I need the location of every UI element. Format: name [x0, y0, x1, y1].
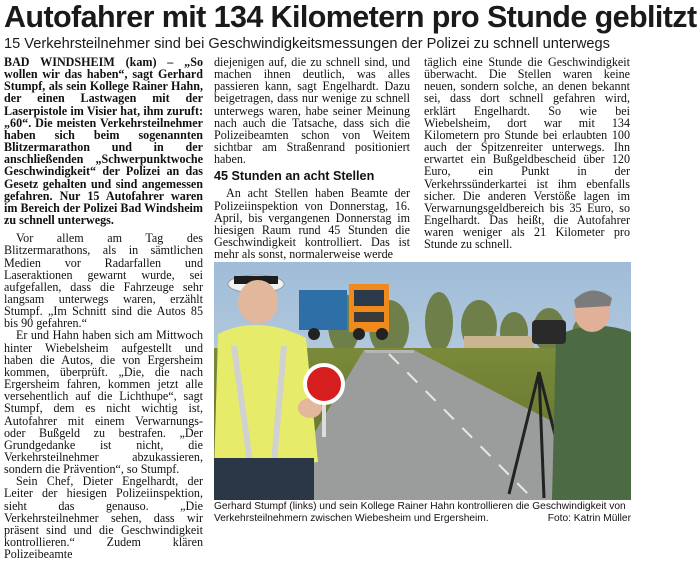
- police-speed-check-photo: [214, 262, 631, 500]
- photo-credit: Foto: Katrin Müller: [547, 512, 631, 524]
- caption-text: Gerhard Stumpf (links) und sein Kollege Rainer Hahn kontrollieren die Geschwindigkeit von Verkehrsteilnehmern zwischen Wiebesheim und Ergersheim.: [214, 501, 626, 524]
- article-photo: [214, 262, 631, 500]
- body-paragraph: Sein Chef, Dieter Engelhardt, der Leiter der hiesigen Polizeiinspektion, sieht das genauso. „Die Verkehrsteilnehmer sehen, dass wir präsent sind und die Geschwindigkeit kontrollieren.“ Zudem klären Polizeibeamte: [4, 474, 203, 561]
- body-paragraph: Vor allem am Tag des Blitzermarathons, als in sämtlichen Medien vor Radarfallen und Laseraktionen gewarnt wurde, sei aufgefallen, dass die Fahrzeuge sehr langsam unterwegs waren, erzählt Stumpf. „Im Schnitt sind die Autos 85 bis 90 gefahren.“: [4, 231, 203, 331]
- headline: Autofahrer mit 134 Kilometern pro Stunde geblitzt: [4, 0, 697, 34]
- body-paragraph-continued: täglich eine Stunde die Geschwindigkeit überwacht. Die Stellen waren keine neuen, sondern solche, an denen bekannt sei, dass dort schnell gefahren wird, erklärt Engelhardt. So wie bei Wiebelsheim, dort war mit 134 Kilometern pro Stunde bei erlaubten 100 auch der Spitzenreiter unterwegs. Ihn erwartet ein Bußgeldbescheid über 120 Euro, ein Punkt in der Verkehrssünderkartei ist ihm ebenfalls sicher. Die anderen Verstöße lagen im Verwarnungsgeldbereich bis 35 Euro, so Engelhardt. Das heißt, die Autofahrer waren weniger als 21 Kilometer pro Stunde zu schnell.: [424, 55, 630, 252]
- article-column-2: [214, 56, 410, 261]
- laser-gun-icon: [532, 320, 566, 344]
- lead-paragraph: BAD WINDSHEIM (kam) – „So wollen wir das haben“, sagt Gerhard Stumpf, als sein Kollege Rainer Hahn, der einen Lastwagen mit der Laserpistole im Visier hat, ihm zuruft: „60“. Die meisten Verkehrsteilnehmer haben sich beim sogenannten Blitzermarathon und in der anschließenden „Schwerpunktwoche Geschwindigkeit“ der Polizei an das Gesetz gehalten und sind angemessen gefahren. Nur 15 Autofahrer waren im Bereich der Polizei Bad Windsheim zu schnell unterwegs.: [4, 55, 203, 228]
- body-paragraph: diejenigen auf, die zu schnell sind, und machen ihnen deutlich, was alles passieren kann, sagt Engelhardt. Dazu beigetragen, dass nur wenige zu schnell unterwegs waren, habe seiner Meinung nach auch die Tatsache, dass sich die Polizeibeamten schon von Weitem sichtbar am Straßenrand positioniert haben.: [214, 55, 410, 167]
- body-paragraph: An acht Stellen haben Beamte der Polizeiinspektion von Donnerstag, 16. April, bis vergangenen Donnerstag im hiesigen Raum rund 45 Stunden die Geschwindigkeit kontrolliert. Das ist mehr als sonst, normalerweise werde: [214, 186, 410, 262]
- subheadline: 15 Verkehrsteilnehmer sind bei Geschwindigkeitsmessungen der Polizei zu schnell unterwegs: [4, 36, 610, 52]
- body-paragraph: Er und Hahn haben sich am Mittwoch hinter Wiebelsheim aufgestellt und haben die Autos, die von Ergersheim kommen, überprüft. „Die, die nach Ergersheim fahren, kommen jetzt alle versehentlich auf die Lichthupe“, sagt Stumpf, dem es nicht wichtig ist, Autofahrer mit einem Verwarnungs- oder Bußgeld zu bestrafen. „Der Grundgedanke ist nicht, die Verkehrsteilnehmer abzukassieren, sondern die Prävention“, so Stumpf.: [4, 328, 203, 477]
- article-column-1: [4, 55, 203, 561]
- article-column-3: [424, 56, 630, 261]
- photo-caption: [214, 501, 631, 524]
- section-heading: 45 Stunden an acht Stellen: [214, 169, 375, 184]
